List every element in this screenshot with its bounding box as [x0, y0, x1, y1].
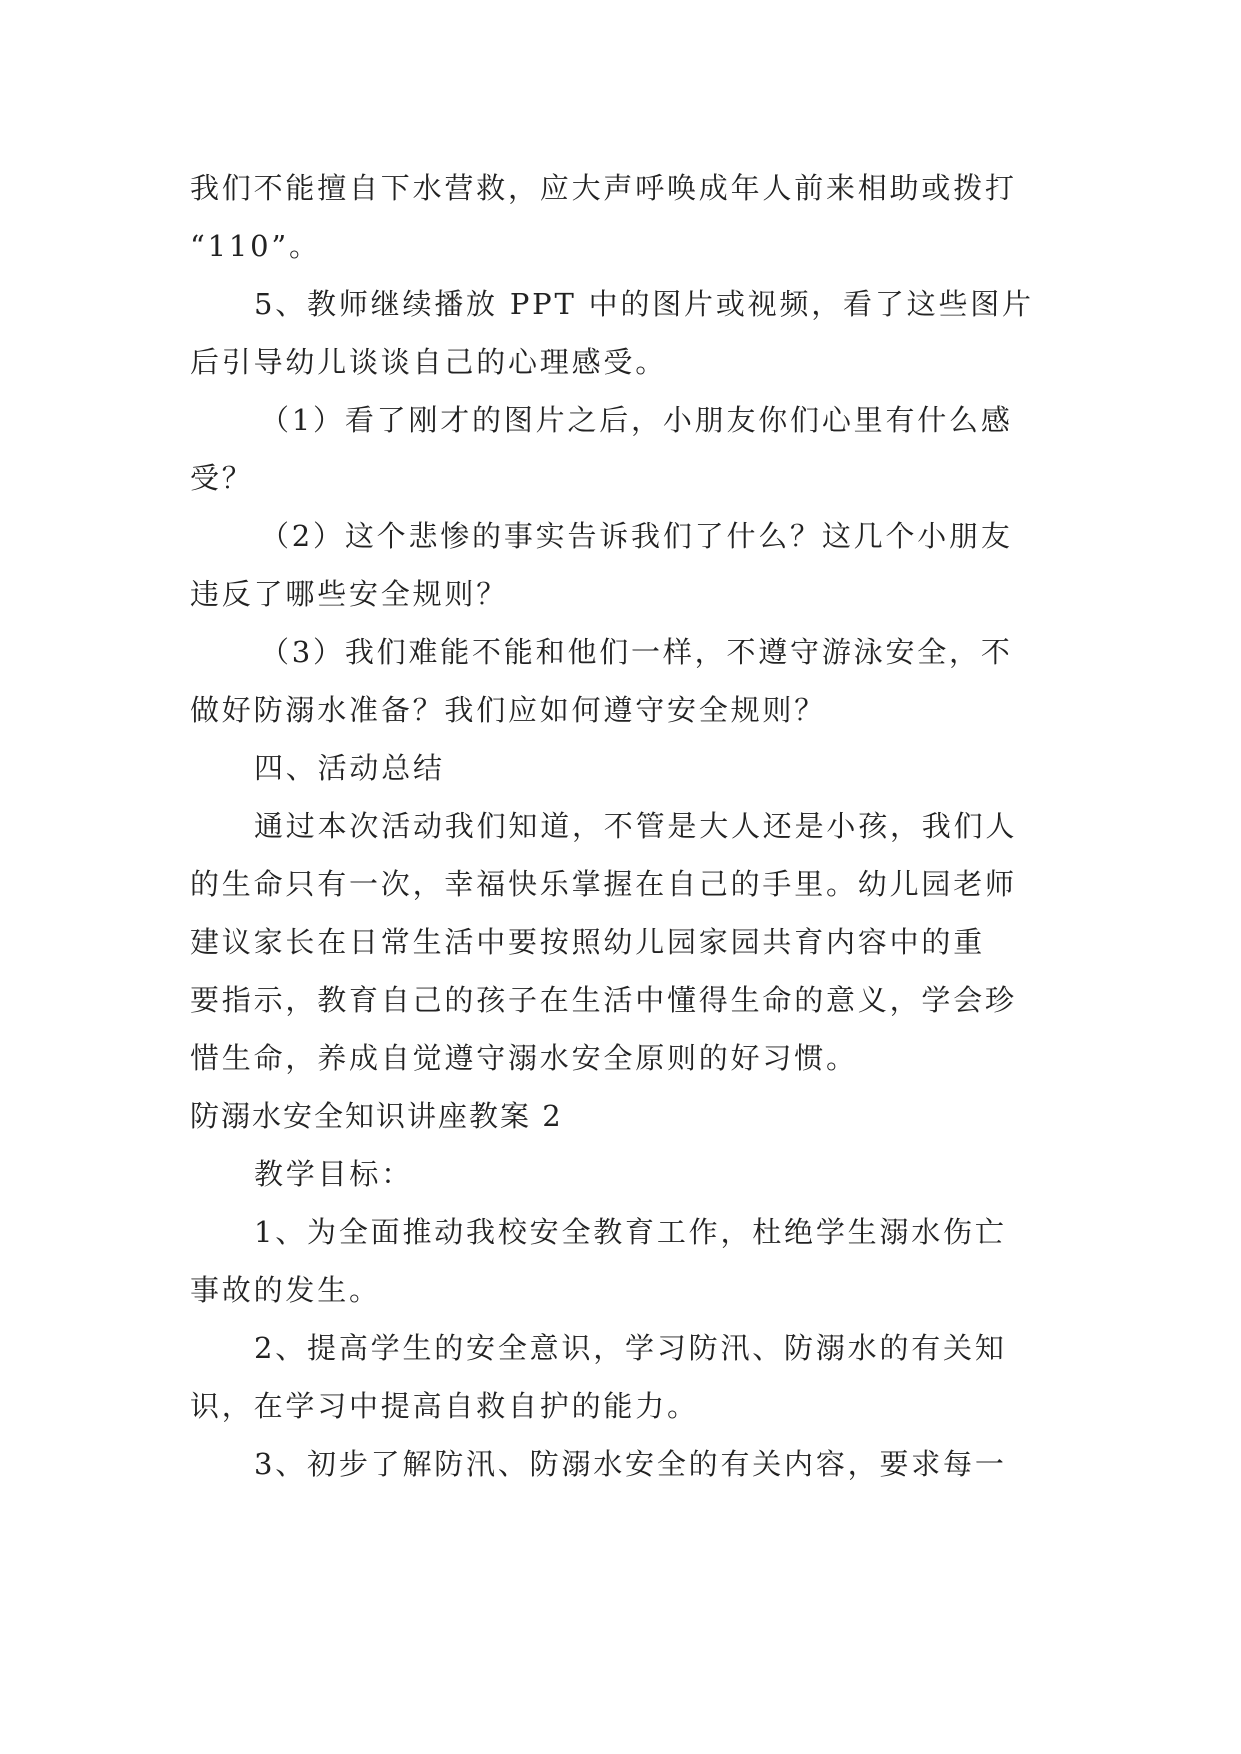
paragraph-step-5 — [190, 275, 1052, 391]
text-line: 建议家长在日常生活中要按照幼儿园家园共育内容中的重 — [190, 925, 986, 959]
paragraph-question-3 — [190, 623, 1052, 739]
paragraph-rescue-call — [190, 159, 1052, 275]
text-line: 违反了哪些安全规则？ — [190, 577, 509, 611]
text-line: 5、教师继续播放 PPT 中的图片或视频，看了这些图片 — [254, 287, 1034, 321]
paragraph-activity-summary-heading — [190, 739, 1052, 797]
text-line: 教学目标： — [254, 1157, 414, 1191]
text-line: 2、提高学生的安全意识，学习防汛、防溺水的有关知 — [254, 1331, 1007, 1365]
paragraph-question-1 — [190, 391, 1052, 507]
text-line: 事故的发生。 — [190, 1273, 381, 1307]
paragraph-activity-summary — [190, 797, 1052, 1087]
text-line: “110”。 — [190, 229, 321, 263]
text-line: 后引导幼儿谈谈自己的心理感受。 — [190, 345, 668, 379]
text-line: 通过本次活动我们知道，不管是大人还是小孩，我们人 — [254, 809, 1018, 843]
text-line: 受？ — [190, 461, 254, 495]
text-line: 我们不能擅自下水营救，应大声呼唤成年人前来相助或拨打 — [190, 171, 1017, 205]
text-line: 3、初步了解防汛、防溺水安全的有关内容，要求每一 — [254, 1447, 1007, 1481]
section-title: 防溺水安全知识讲座教案 2 — [190, 1099, 563, 1133]
paragraph-goal-1 — [190, 1203, 1052, 1319]
paragraph-goal-2 — [190, 1319, 1052, 1435]
paragraph-question-2 — [190, 507, 1052, 623]
text-line: 做好防溺水准备？我们应如何遵守安全规则？ — [190, 693, 827, 727]
document-body — [190, 159, 1052, 1493]
paragraph-teaching-goals-heading — [190, 1145, 1052, 1203]
text-line: 惜生命，养成自觉遵守溺水安全原则的好习惯。 — [190, 1041, 858, 1075]
text-line: 要指示，教育自己的孩子在生活中懂得生命的意义，学会珍 — [190, 983, 1017, 1017]
text-line: （2）这个悲惨的事实告诉我们了什么？这几个小朋友 — [260, 519, 1013, 553]
text-line: （3）我们难能不能和他们一样，不遵守游泳安全，不 — [260, 635, 1013, 669]
text-line: （1）看了刚才的图片之后，小朋友你们心里有什么感 — [260, 403, 1013, 437]
text-line: 的生命只有一次，幸福快乐掌握在自己的手里。幼儿园老师 — [190, 867, 1017, 901]
paragraph-goal-3 — [190, 1435, 1052, 1493]
text-line: 四、活动总结 — [254, 751, 445, 785]
text-line: 识，在学习中提高自救自护的能力。 — [190, 1389, 699, 1423]
text-line: 1、为全面推动我校安全教育工作，杜绝学生溺水伤亡 — [254, 1215, 1007, 1249]
